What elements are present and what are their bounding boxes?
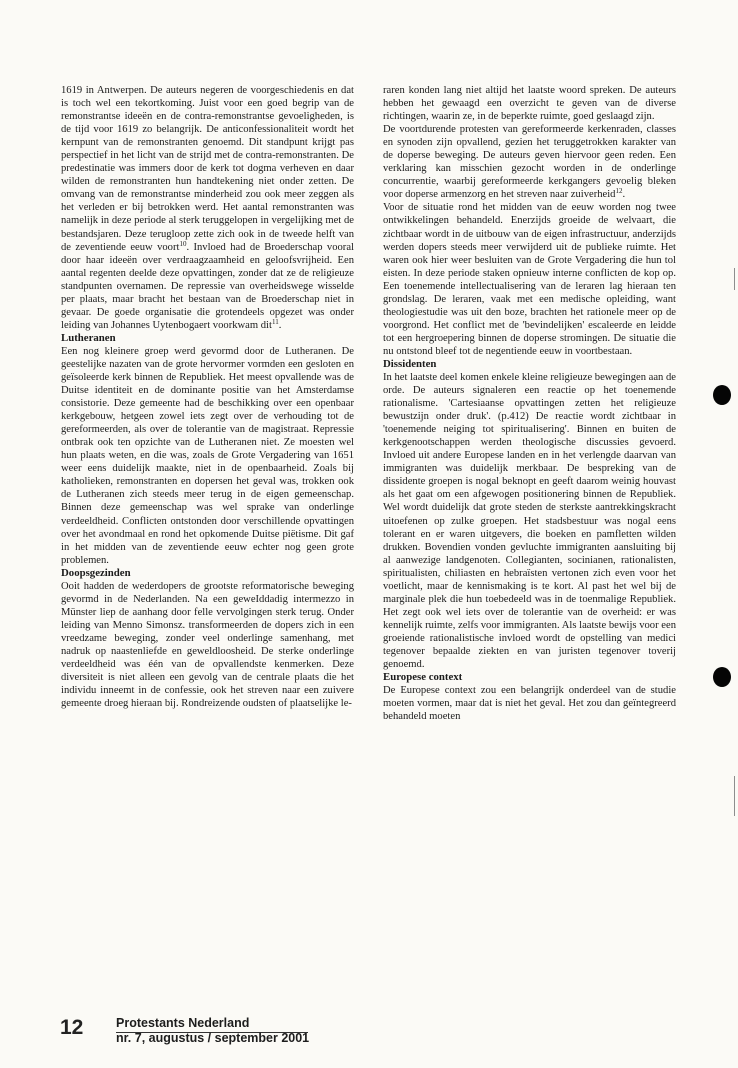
binder-hole-mark — [713, 385, 731, 405]
footnote-ref-11: 11 — [271, 317, 279, 326]
europese-paragraph: De Europese context zou een belangrijk onderdeel van de studie moeten vormen, maar dat is niet het geval. Het zou dan geïntegreerd behandeld moeten — [383, 685, 676, 723]
intro-paragraph: 1619 in Antwerpen. De auteurs negeren de voorgeschiedenis en dat is toch wel een tekortkoming. Juist voor een goed begrip van de remonstrantse ideeën en de contra-remonstrantse gevoeligheden, is de tijd voor 1619 zo belangrijk. De anticonfessionaliteit wordt het kernpunt van de remonstranten genoemd. Dit standpunt krijgt pas perspectief in het licht van de strijd met de contra-remonstranten. De predestinatie was immers door de kerk tot dogma verheven en daar wilden de remonstranten hun handtekening niet onder zetten. De omvang van de remonstrantse minderheid zou ook meer zeggen als het verleden er bij betrokken werd. Het aantal remonstranten was namelijk in deze periode al sterk teruggelopen in vergelijking met de bestandsjaren. Deze terugloop zette zich ook in de tweede helft van de zeventiende eeuw voort$^{10}$. Invloed had de Broederschap vooral door haar ideeën over verdraagzaamheid en geloofsvrijheid. Een aantal regenten deelde deze opvattingen, zonder dat ze de religieuze standpunten overnamen. De repressie van overheidswege wisselde per plaats, maar bracht het bestaan van de Broederschap niet in gevaar. De goede organisatie die grotendeels opgezet was onder leiding van Johannes Uytenbogaert voorkwam dit$^{11}$. — [61, 85, 354, 331]
footnote-ref-10: 10 — [179, 239, 187, 248]
issue-label: nr. 7, augustus / september 2001 — [116, 1031, 310, 1045]
doopsgezinden-paragraph: Ooit hadden de wederdopers de grootste reformatorische beweging gevormd in de Nederlanden. Na een geweIddadig intermezzo in Münster liep de aanhang door felle vervolgingen sterk terug. Onder leiding van Menno Simonsz. transformeerden de dopers zich in een vreedzame beweging, zonder veel onderlinge samenhang, met nadruk op naastenliefde en geweldloosheid. De sterke onderlinge verdeeldheid was één van de opvallendste kenmerken. Deze diversiteit is niet alleen een gevolg van de centrale plaats die het individu inneemt in de confessie, ook het streven naar een zuivere gemeente droeg hieraan bij. Rondreizende oudsten of plaatselijke le- — [61, 580, 354, 710]
lutheranen-paragraph: Een nog kleinere groep werd gevormd door de Lutheranen. De geestelijke nazaten van de grote hervormer vormden een gesloten en geïsoleerde kerk binnen de Republiek. Het meest opvallende was de Duitse identiteit en de dominante positie van het Amsterdamse consistorie. Deze gemeente had de beschikking over een openbaar kerkgebouw, hetgeen zowel iets zegt over de verhouding tot de gereformeerden, als over de tolerantie van de magistraat. Repressie ontbrak ook ten opzichte van de Lutheranen niet. Ze moesten wel hun plaats weten, en die was, zoals de Grote Vergadering van 1651 weer eens duidelijk maakte, niet in de openbaarheid. Zoals bij katholieken, remonstranten en dopersen het geval was, trokken ook de Lutheranen zich steeds meer terug in de eigen gemeenschap. Binnen deze gemeenschap was wel sprake van onderlinge verdeeldheid. Conflicten ontstonden door verschillende opvattingen over het avondmaal en rond het opkomende Duitse piëtisme. Dit gaf in het midden van de zeventiende eeuw echter nog geen grote problemen. — [61, 345, 354, 566]
publication-title: Protestants Nederland — [116, 1016, 250, 1030]
scan-edge-mark — [734, 268, 735, 290]
situatie-paragraph: Voor de situatie rond het midden van de eeuw worden nog twee ontwikkelingen behandeld. Enerzijds groeide de welvaart, die zichtbaar wordt in de uitbouw van de eigen infrastructuur, anderzijds werden dopers steeds meer verwijderd uit de publieke ruimte. Het waren ook hier weer besluiten van de Grote Vergadering die hun tol eisten. In deze periode staken opnieuw interne conflicten de kop op. Een toenemende intellectualisering van de leraren lag hieraan ten grondslag. De leraren, vaak met een medische opleiding, want theologiestudie was uit den boze, brachten het rationele meer op de voorgrond. Het conflict met de 'bevindelijken' escaleerde en leidde tot een hergroepering binnen de doperse stromingen. De situatie die nu ontstond bleef tot de negentiende eeuw in voortbestaan. — [383, 202, 676, 357]
heading-doopsgezinden: Doopsgezinden — [61, 566, 131, 579]
footnote-ref-12: 12 — [615, 187, 623, 196]
footer-publication — [116, 1016, 309, 1046]
heading-lutheranen: Lutheranen — [61, 331, 116, 344]
continuation-paragraph: raren konden lang niet altijd het laatste woord spreken. De auteurs hebben het gewaagd een overzicht te geven van de diverse richtingen, waarin ze, in de beperkte ruimte, goed geslaagd zijn. — [383, 85, 676, 123]
binder-hole-mark — [713, 667, 731, 687]
left-column — [61, 84, 354, 710]
dissidenten-paragraph: In het laatste deel komen enkele kleine religieuze bewegingen aan de orde. De auteurs signaleren een reactie op het toenemende rationalisme. 'Cartesiaanse opvattingen zetten het religieuze bewustzijn onder druk'. (p.412) De reactie wordt zichtbaar in 'toenemende neiging tot spiritualisering'. Binnen en buiten de kerkgenootschappen werden theologische discussies gevoerd. Invloed uit andere Europese landen en in het verlengde daarvan van immigranten was duidelijk merkbaar. De bespreking van de dissidente groepen is nogal beknopt en geeft daarom weinig houvast als het gaat om een afgewogen positionering binnen de Republiek. Wel wordt duidelijk dat grote steden de sterkste aantrekkingskracht uitoefenen op zulke groepen. Het stadsbestuur was nogal eens tolerant en er waren uitgevers, die boeken en pamfletten wilden drukken. Bovendien vonden gevluchte immigranten aansluiting bij al aanwezige landgenoten. Collegianten, socinianen, rationalisten, spiritualisten, chiliasten en hebraïsten vertonen zich even voor het voetlicht, maar de kennismaking is te kort. Al past het wel bij de marginale plek die hun toebedeeld was in de toenmalige Republiek. Het zegt ook wel iets over de tolerantie van de overheid: er was kennelijk ruimte, zelfs voor immigranten. Als laatste bewijs voor een groeiende rationalistische invloed wordt de opstelling van medici tegenover bepaalde ziekten en van juristen tegenover toverij genoemd. — [383, 371, 676, 671]
page-number: 12 — [60, 1016, 84, 1039]
right-column — [383, 84, 676, 723]
scan-edge-mark — [734, 776, 735, 816]
protesten-paragraph: De voortdurende protesten van gereformeerde kerkenraden, classes en synoden zijn opvallend, gezien het teruggetrokken karakter van de doperse beweging. De auteurs geven hiervoor geen reden. Een verklaring kan misschien gezocht worden in de onderlinge concurrentie, waarbij gereformeerde kerkgangers gevoelig bleken voor doperse armenzorg en het streven naar zuiverheid$^{12}$. — [383, 124, 676, 201]
heading-dissidenten: Dissidenten — [383, 357, 437, 370]
heading-europese-context: Europese context — [383, 671, 463, 684]
